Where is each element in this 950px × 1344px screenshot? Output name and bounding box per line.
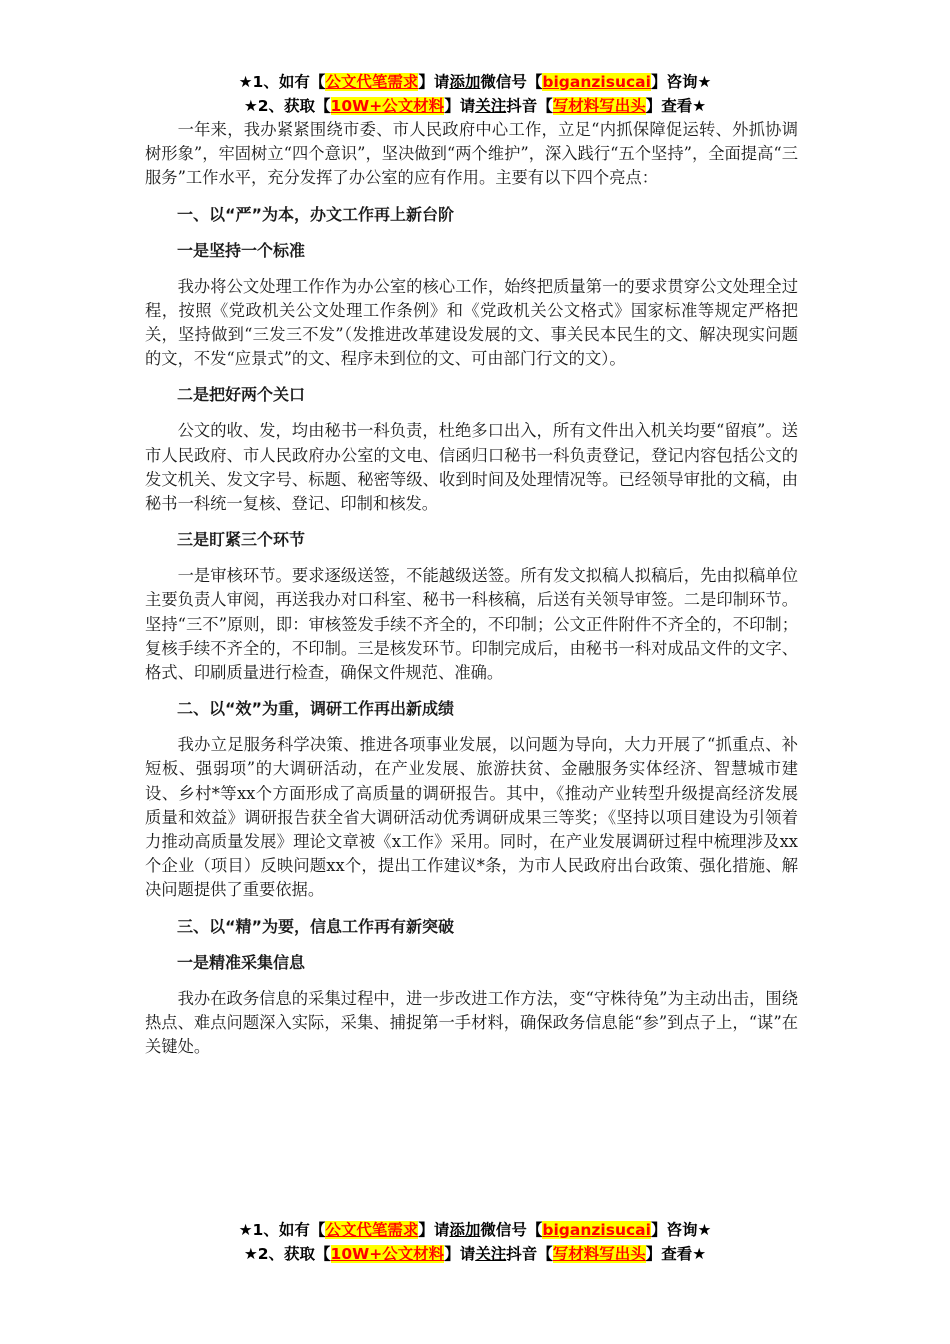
banner-highlight: biganzisucai [542,73,651,91]
section-heading-3: 三、以“精”为要，信息工作再有新突破 [177,916,455,936]
banner-text: ★1、如有【 [238,73,326,91]
banner-text: 】请 [444,1245,476,1263]
subheading-1-2: 二是把好两个关口 [177,385,306,405]
banner-highlight: 公文代笔需求 [325,1221,419,1239]
bottom-banner [0,1218,950,1266]
top-banner [0,70,950,118]
paragraph-3-1: 我办在政务信息的采集过程中，进一步改进工作方法，变“守株待兔”为主动出击，围绕热点、难点问题深入实际，采集、捕捉第一手材料，确保政务信息能“参”到点子上，“谋”在关键处。 [145,988,798,1057]
banner-underline: 关注 [475,97,507,115]
banner-text: 】咨询★ [650,73,712,91]
banner-highlight: 写材料写出头 [552,97,646,115]
banner-text: 】查看★ [645,1245,707,1263]
paragraph-1-2: 公文的收、发，均由秘书一科负责，杜绝多口出入，所有文件出入机关均要“留痕”。送市人民政府、市人民政府办公室的文电、信函归口秘书一科负责登记，登记内容包括公文的发文机关、发文字号、标题、秘密等级、收到时间及处理情况等。已经领导审批的文稿，由秘书一科统一复核、登记、印制和核发。 [145,421,798,514]
section-heading-1: 一、以“严”为本，办文工作再上新台阶 [177,204,455,224]
banner-highlight: 10W+公文材料 [330,97,445,115]
banner-highlight: 10W+公文材料 [330,1245,445,1263]
banner-underline: 添加 [449,1221,481,1239]
banner-text: 微信号【 [480,1221,543,1239]
document-body [145,118,798,1071]
banner-text: ★1、如有【 [238,1221,326,1239]
subheading-1-1: 一是坚持一个标准 [177,240,306,260]
banner-text: ★2、获取【 [243,1245,331,1263]
banner-text: 抖音【 [506,97,553,115]
banner-text: 抖音【 [506,1245,553,1263]
banner-text: 】请 [418,73,450,91]
banner-highlight: 公文代笔需求 [325,73,419,91]
banner-text: 】查看★ [645,97,707,115]
banner-line-1 [0,70,950,94]
banner-underline: 添加 [449,73,481,91]
banner-text: ★2、获取【 [243,97,331,115]
paragraph-1-3: 一是审核环节。要求逐级送签，不能越级送签。所有发文拟稿人拟稿后，先由拟稿单位主要负责人审阅，再送我办对口科室、秘书一科核稿，后送有关领导审签。二是印制环节。坚持“三不”原则，即：审核签发手续不齐全的，不印制；公文正件附件不齐全的，不印制；复核手续不齐全的，不印制。三是核发环节。印制完成后，由秘书一科对成品文件的文字、格式、印刷质量进行检查，确保文件规范、准确。 [145,566,798,683]
banner-text: 】请 [418,1221,450,1239]
paragraph-1-1: 我办将公文处理工作作为办公室的核心工作，始终把质量第一的要求贯穿公文处理全过程，按照《党政机关公文处理工作条例》和《党政机关公文格式》国家标准等规定严格把关，坚持做到“三发三不发”（发推进改革建设发展的文、事关民本民生的文、解决现实问题的文，不发“应景式”的文、程序未到位的文、可由部门行文的文）。 [145,276,798,369]
banner-underline: 关注 [475,1245,507,1263]
banner-line-2 [0,94,950,118]
banner-text: 】咨询★ [650,1221,712,1239]
intro-paragraph: 一年来，我办紧紧围绕市委、市人民政府中心工作，立足“内抓保障促运转、外抓协调树形象”，牢固树立“四个意识”，坚决做到“两个维护”，深入践行“五个坚持”，全面提高“三服务”工作水平，充分发挥了办公室的应有作用。主要有以下四个亮点： [145,120,798,188]
paragraph-2: 我办立足服务科学决策、推进各项事业发展，以问题为导向，大力开展了“抓重点、补短板、强弱项”的大调研活动，在产业发展、旅游扶贫、金融服务实体经济、智慧城市建设、乡村*等xx个方面形成了高质量的调研报告。其中，《推动产业转型升级提高经济发展质量和效益》调研报告获全省大调研活动优秀调研成果三等奖；《坚持以项目建设为引领着力推动高质量发展》理论文章被《x工作》采用。同时，在产业发展调研过程中梳理涉及xx个企业（项目）反映问题xx个，提出工作建议*条，为市人民政府出台政策、强化措施、解决问题提供了重要依据。 [145,735,798,900]
banner-line-2 [0,1242,950,1266]
banner-text: 微信号【 [480,73,543,91]
section-heading-2: 二、以“效”为重，调研工作再出新成绩 [177,699,455,719]
banner-line-1 [0,1218,950,1242]
banner-text: 】请 [444,97,476,115]
subheading-3-1: 一是精准采集信息 [177,952,306,972]
banner-highlight: biganzisucai [542,1221,651,1239]
subheading-1-3: 三是盯紧三个环节 [177,530,306,550]
banner-highlight: 写材料写出头 [552,1245,646,1263]
